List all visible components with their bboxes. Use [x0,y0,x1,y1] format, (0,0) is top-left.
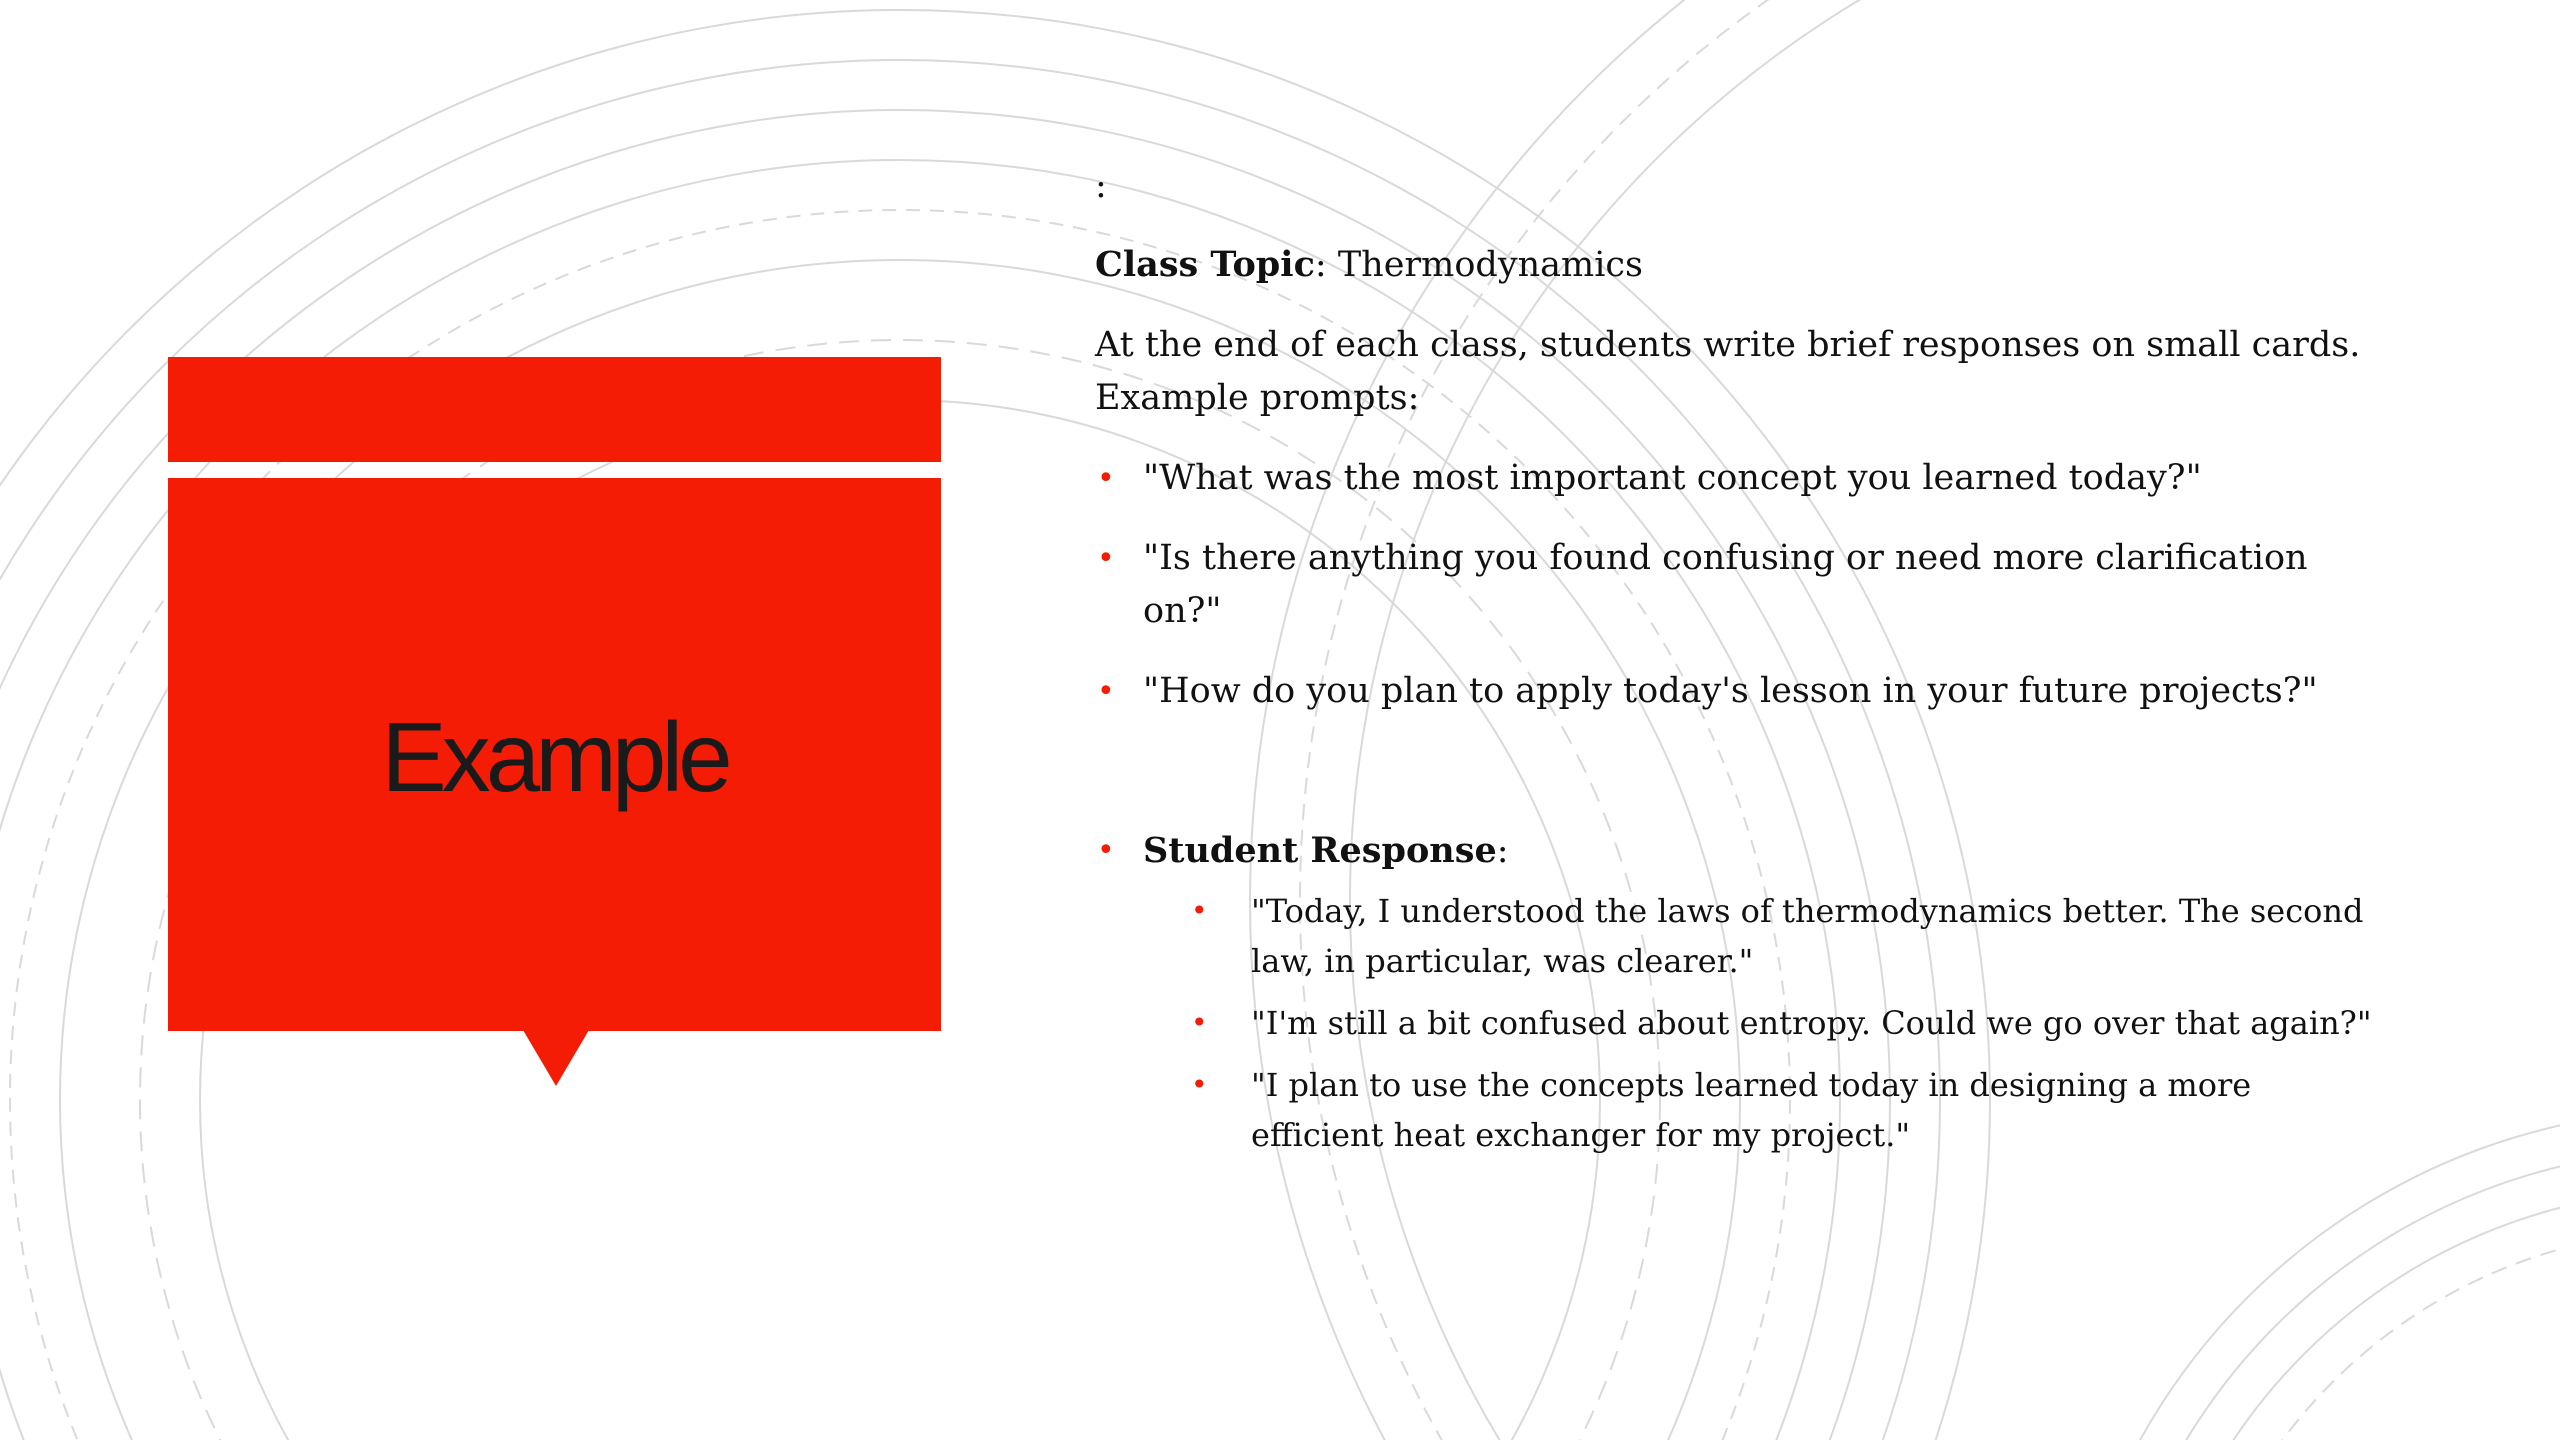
response-text: "I plan to use the concepts learned today in designing a more efficient heat exchanger for my project." [1251,1066,2252,1154]
list-item [1095,532,2375,638]
response-text: "Today, I understood the laws of thermodynamics better. The second law, in particular, was clearer." [1251,892,2364,980]
slide-title: Example [381,702,728,812]
slide-body [1095,160,2375,1172]
bullet-icon: • [1191,894,1208,927]
student-response-item [1095,824,2375,878]
callout-pointer [523,1030,589,1086]
class-topic-value: Thermodynamics [1337,245,1643,285]
bullet-icon: • [1097,833,1115,868]
student-response-separator: : [1496,831,1509,871]
prompt-text: "What was the most important concept you learned today?" [1143,458,2202,498]
list-item [1095,665,2375,718]
accent-bar [168,357,941,462]
list-item [1095,886,2375,986]
list-item [1095,1060,2375,1160]
student-response-label: Student Response [1143,830,1497,871]
intro-paragraph: At the end of each class, students write brief responses on small cards. Example prompts: [1095,325,2361,418]
bullet-icon: • [1191,1006,1208,1039]
colon-line: : [1095,166,1107,206]
student-response-list [1095,886,2375,1160]
bullet-icon: • [1097,461,1115,496]
bullet-icon: • [1191,1068,1208,1101]
bullet-icon: • [1097,541,1115,576]
bullet-icon: • [1097,674,1115,709]
prompt-list [1095,452,2375,878]
class-topic-separator: : [1314,245,1327,285]
prompt-text: "How do you plan to apply today's lesson in your future projects?" [1143,671,2318,711]
title-callout [168,478,941,1031]
list-item [1095,998,2375,1048]
class-topic-label: Class Topic [1095,244,1315,285]
class-topic-line [1095,238,2375,292]
list-item [1095,452,2375,505]
prompt-text: "Is there anything you found confusing or need more clarification on?" [1143,538,2308,631]
response-text: "I'm still a bit confused about entropy. Could we go over that again?" [1251,1004,2372,1042]
